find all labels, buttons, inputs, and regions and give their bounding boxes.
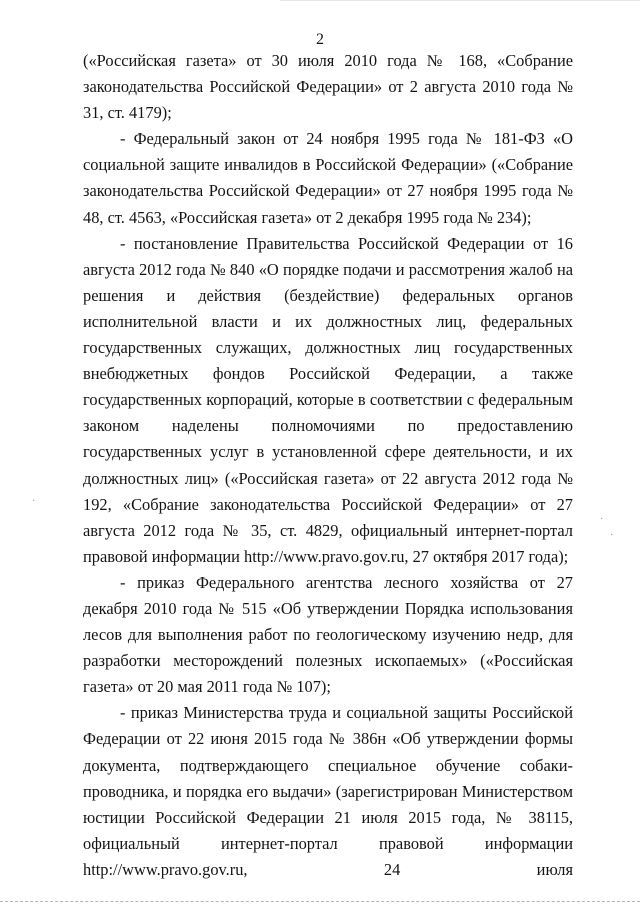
list-item-federal-law-181: - Федеральный закон от 24 ноября 1995 года № 181-ФЗ «О социальной защите инвалидов в Российской Федерации» («Собрание законодательства Российской Федерации» от 27 ноября 1995 года № 48, ст. 4563, «Российская газета» от 2 декабря 1995 года № 234); [83, 129, 573, 227]
paragraph-continuation: («Российская газета» от 30 июля 2010 года № 168, «Собрание законодательства Российской Федерации» от 2 августа 2010 года № 31, ст. 4179); [83, 51, 573, 123]
scan-mark: · [32, 496, 36, 507]
list-item-labour-order-386n: - приказ Министерства труда и социальной защиты Российской Федерации от 22 июня 2015 года № 386н «Об утверждении формы документа, подтверждающего специальное обучение собаки-проводника, и порядка его выдачи» (зарегистрирован Министерством юстиции Российской Федерации 21 июля 2015 года, № 38115, официальный интернет-портал правовой информации http://www.pravo.gov.ru, 24 июля [83, 703, 573, 879]
scan-mark: · [610, 530, 614, 541]
scan-top-edge [280, 0, 640, 1]
document-body [83, 48, 573, 883]
scan-mark: · [600, 514, 604, 525]
list-item-government-resolution-840: - постановление Правительства Российской Федерации от 16 августа 2012 года № 840 «О порядке подачи и рассмотрения жалоб на решения и действия (бездействие) федеральных органов исполнительной власти и их должностных лиц, федеральных государственных служащих, должностных лиц государственных внебюджетных фондов Российской Федерации, а также государственных корпораций, которые в соответствии с федеральным законом наделены полномочиями по предоставлению государственных услуг в установленной сфере деятельности, и их должностных лиц» («Российская газета» от 22 августа 2012 года № 192, «Собрание законодательства Российской Федерации» от 27 августа 2012 года № 35, ст. 4829, официальный интернет-портал правовой информации http://www.pravo.gov.ru, 27 октября 2017 года); [83, 233, 573, 566]
page-number: 2 [316, 31, 324, 48]
scan-bottom-edge [0, 901, 640, 902]
list-item-forestry-order-515: - приказ Федерального агентства лесного хозяйства от 27 декабря 2010 года № 515 «Об утверждении Порядка использования лесов для выполнения работ по геологическому изучению недр, для разработки месторождений полезных ископаемых» («Российская газета» от 20 мая 2011 года № 107); [83, 572, 573, 697]
